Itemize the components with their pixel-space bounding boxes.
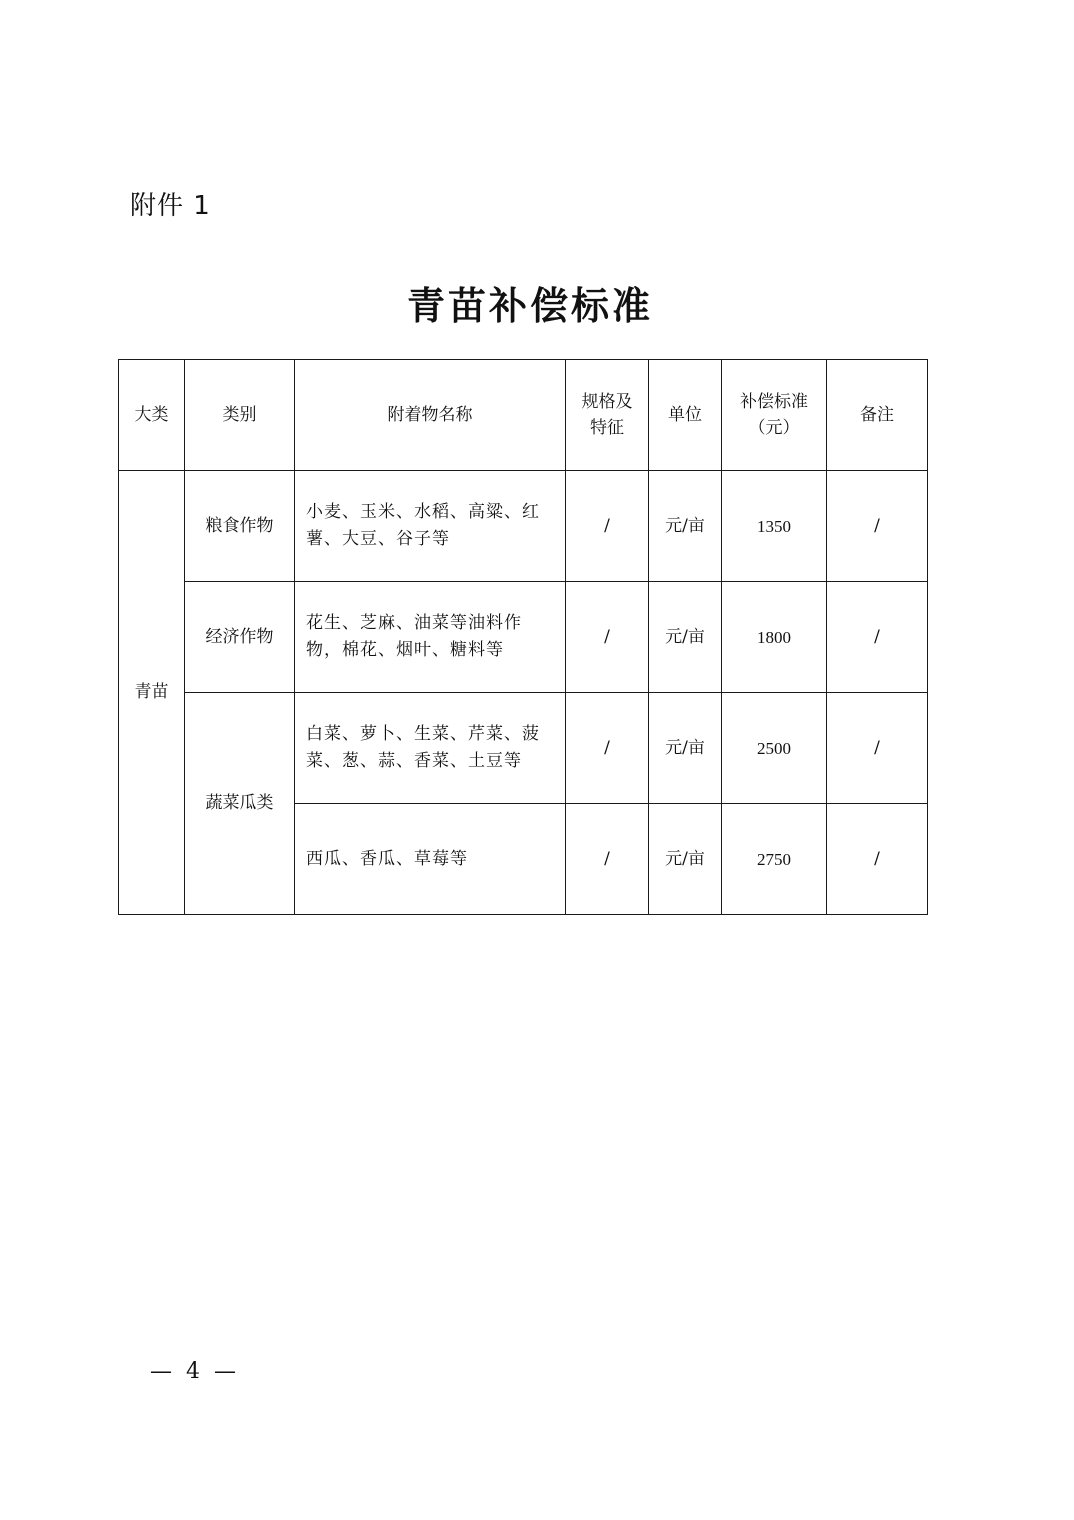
spec-cell: / xyxy=(566,471,649,582)
items-cell: 西瓜、香瓜、草莓等 xyxy=(295,804,566,915)
header-major-category: 大类 xyxy=(119,360,185,471)
spec-cell: / xyxy=(566,582,649,693)
header-standard-line1: 补偿标准 xyxy=(740,392,808,412)
attachment-label: 附件 1 xyxy=(130,191,211,221)
unit-cell: 元/亩 xyxy=(649,804,722,915)
header-spec xyxy=(566,360,649,471)
unit-cell: 元/亩 xyxy=(649,471,722,582)
header-category: 类别 xyxy=(185,360,295,471)
remarks-cell: / xyxy=(827,582,928,693)
compensation-table xyxy=(118,359,928,915)
table-header-row xyxy=(119,360,928,471)
header-spec-line2: 特征 xyxy=(590,418,624,438)
category-cell: 蔬菜瓜类 xyxy=(185,693,295,915)
remarks-cell: / xyxy=(827,471,928,582)
page-title: 青苗补偿标准 xyxy=(406,283,653,328)
spec-cell: / xyxy=(566,693,649,804)
items-cell: 小麦、玉米、水稻、高粱、红薯、大豆、谷子等 xyxy=(295,471,566,582)
standard-cell: 1800 xyxy=(722,582,827,693)
table-row xyxy=(119,582,928,693)
unit-cell: 元/亩 xyxy=(649,693,722,804)
header-standard-line2: （元） xyxy=(748,418,800,438)
category-cell: 粮食作物 xyxy=(185,471,295,582)
unit-cell: 元/亩 xyxy=(649,582,722,693)
remarks-cell: / xyxy=(827,804,928,915)
table-row xyxy=(119,471,928,582)
header-items: 附着物名称 xyxy=(295,360,566,471)
table-row xyxy=(119,693,928,804)
spec-cell: / xyxy=(566,804,649,915)
page-number: — 4 — xyxy=(150,1359,236,1384)
items-cell: 花生、芝麻、油菜等油料作物，棉花、烟叶、糖料等 xyxy=(295,582,566,693)
major-category-cell: 青苗 xyxy=(119,471,185,915)
header-unit: 单位 xyxy=(649,360,722,471)
standard-cell: 2500 xyxy=(722,693,827,804)
standard-cell: 1350 xyxy=(722,471,827,582)
header-standard xyxy=(722,360,827,471)
header-spec-line1: 规格及 xyxy=(581,392,633,412)
category-cell: 经济作物 xyxy=(185,582,295,693)
items-cell: 白菜、萝卜、生菜、芹菜、菠菜、葱、蒜、香菜、土豆等 xyxy=(295,693,566,804)
header-remarks: 备注 xyxy=(827,360,928,471)
remarks-cell: / xyxy=(827,693,928,804)
standard-cell: 2750 xyxy=(722,804,827,915)
